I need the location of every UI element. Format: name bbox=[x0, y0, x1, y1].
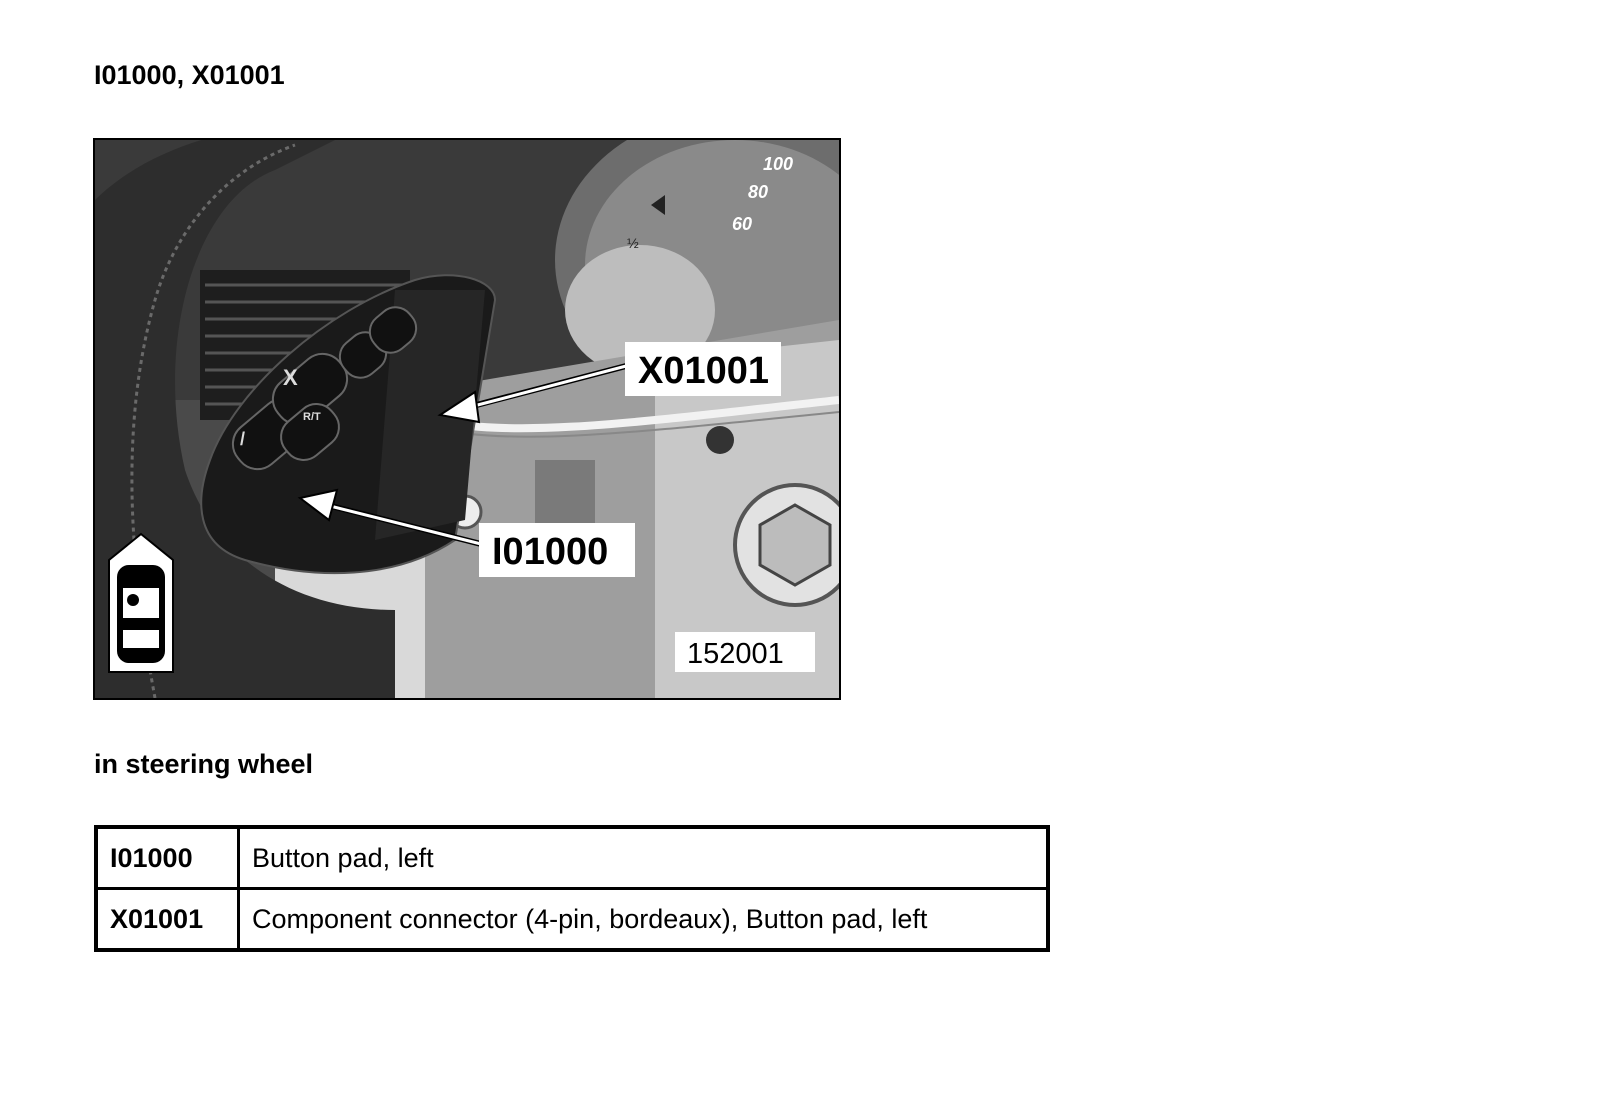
car-top-view-icon bbox=[109, 534, 173, 672]
gauge-number: 100 bbox=[763, 154, 794, 174]
legend-table bbox=[94, 825, 1050, 952]
table-row bbox=[96, 889, 1048, 951]
table-row bbox=[96, 827, 1048, 889]
page-title: I01000, X01001 bbox=[94, 60, 285, 90]
callout-label: X01001 bbox=[638, 350, 770, 392]
gauge-number: 80 bbox=[748, 182, 769, 202]
callout-label: I01000 bbox=[492, 531, 609, 573]
photo-number: 152001 bbox=[687, 638, 784, 670]
button-glyph: X bbox=[283, 365, 298, 390]
section-subheading: in steering wheel bbox=[94, 749, 314, 779]
component-photo bbox=[93, 138, 841, 700]
dial-mark: ½ bbox=[627, 235, 639, 251]
legend-description: Component connector (4-pin, bordeaux), Button pad, left bbox=[239, 889, 1049, 951]
button-glyph: / bbox=[240, 429, 246, 449]
button-glyph: R/T bbox=[303, 411, 321, 423]
gauge-number: 60 bbox=[732, 214, 753, 234]
legend-code: X01001 bbox=[96, 889, 239, 951]
legend-code: I01000 bbox=[96, 827, 239, 889]
legend-description: Button pad, left bbox=[239, 827, 1049, 889]
